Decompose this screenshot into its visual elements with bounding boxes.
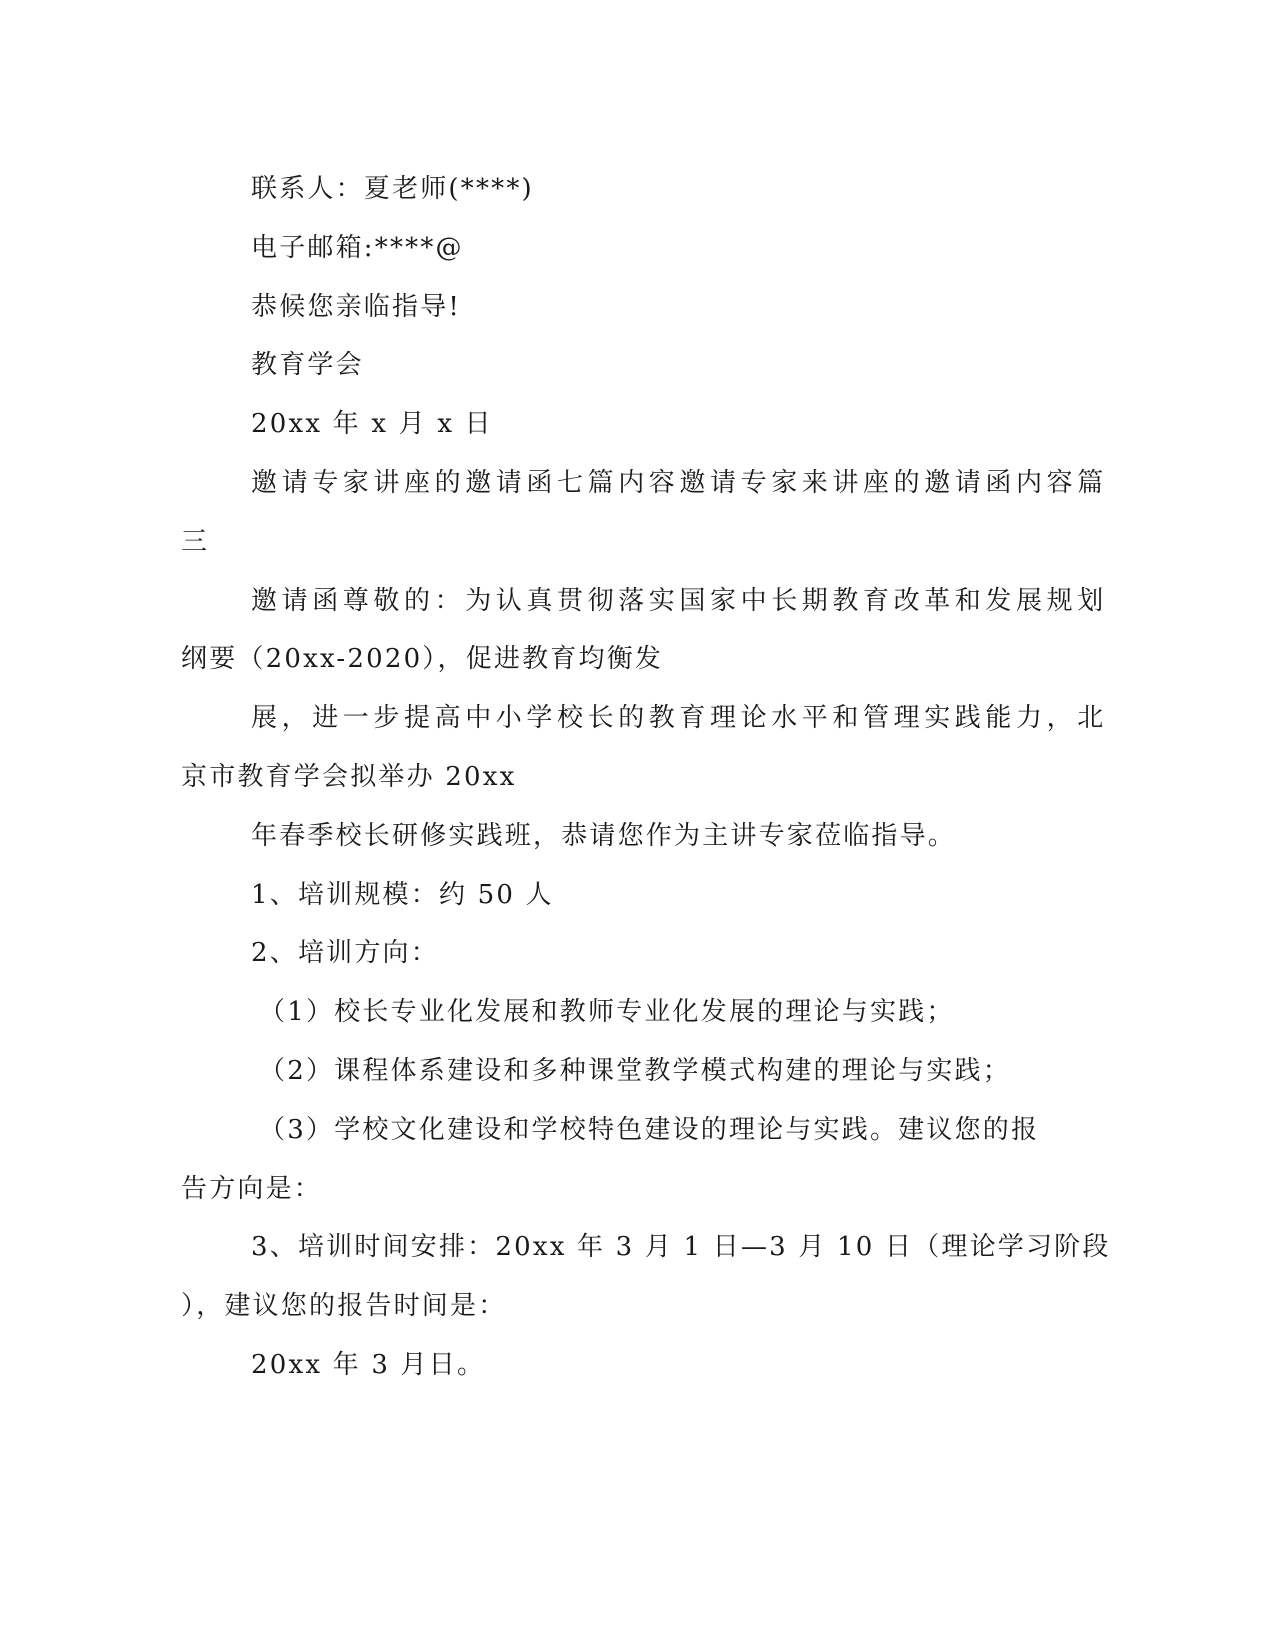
paragraph-line: 20xx 年 3 月日。 <box>251 1349 486 1380</box>
document-body <box>181 160 1111 1395</box>
signature-org: 教育学会 <box>251 350 364 381</box>
paragraph-line: 年春季校长研修实践班，恭请您作为主讲专家莅临指导。 <box>251 820 957 851</box>
sub-list-item: （3）学校文化建设和学校特色建设的理论与实践。建议您的报 <box>259 1114 1040 1145</box>
sub-list-item: （1）校长专业化发展和教师专业化发展的理论与实践； <box>259 997 955 1028</box>
signature-date: 20xx 年 x 月 x 日 <box>251 409 493 440</box>
section-heading: 邀请专家讲座的邀请函七篇内容邀请专家来讲座的邀请函内容篇 <box>251 467 1108 498</box>
paragraph-line: 纲要（20xx-2020），促进教育均衡发 <box>181 644 664 675</box>
list-item: 2、培训方向： <box>251 938 439 969</box>
section-heading-continued: 三 <box>181 526 210 557</box>
paragraph-line: 告方向是： <box>181 1173 323 1204</box>
paragraph-line: 展，进一步提高中小学校长的教育理论水平和管理实践能力，北 <box>251 703 1108 734</box>
list-item: 1、培训规模：约 50 人 <box>251 879 554 910</box>
paragraph-line: 京市教育学会拟举办 20xx <box>181 761 517 792</box>
email-line: 电子邮箱:****@ <box>251 232 464 263</box>
closing-line: 恭候您亲临指导! <box>251 291 462 322</box>
list-item: 3、培训时间安排：20xx 年 3 月 1 日—3 月 10 日（理论学习阶段 <box>251 1232 1111 1263</box>
paragraph-line: 邀请函尊敬的：为认真贯彻落实国家中长期教育改革和发展规划 <box>251 585 1108 616</box>
sub-list-item: （2）课程体系建设和多种课堂教学模式构建的理论与实践； <box>259 1055 1011 1086</box>
contact-line: 联系人：夏老师(****) <box>251 174 534 204</box>
paragraph-line: ），建议您的报告时间是： <box>181 1291 507 1322</box>
